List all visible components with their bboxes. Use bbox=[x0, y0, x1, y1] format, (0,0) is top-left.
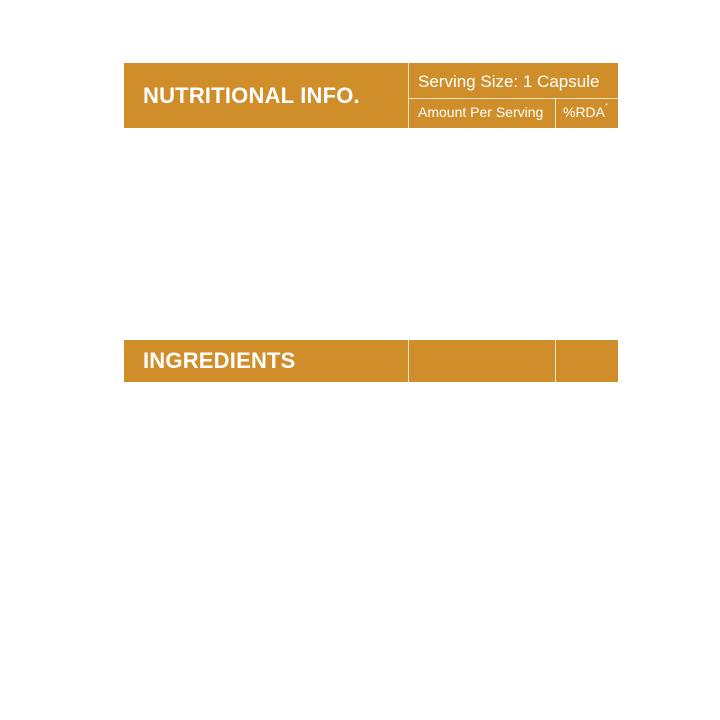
column-divider bbox=[555, 340, 556, 382]
ingredients-title: INGREDIENTS bbox=[143, 348, 296, 373]
nutrition-title: NUTRITIONAL INFO. bbox=[143, 83, 360, 108]
rda-label: %RDA bbox=[563, 104, 606, 120]
rda-footnote-marker: * bbox=[605, 103, 608, 110]
column-divider bbox=[408, 340, 409, 382]
amount-per-serving-header: Amount Per Serving bbox=[418, 104, 544, 120]
rda-header bbox=[563, 104, 608, 120]
column-divider bbox=[408, 63, 409, 128]
column-divider bbox=[555, 98, 556, 128]
serving-size-text: Serving Size: 1 Capsule bbox=[418, 72, 600, 91]
nutrition-header-panel bbox=[124, 63, 618, 128]
row-divider bbox=[408, 98, 618, 99]
ingredients-header-panel bbox=[124, 340, 618, 382]
